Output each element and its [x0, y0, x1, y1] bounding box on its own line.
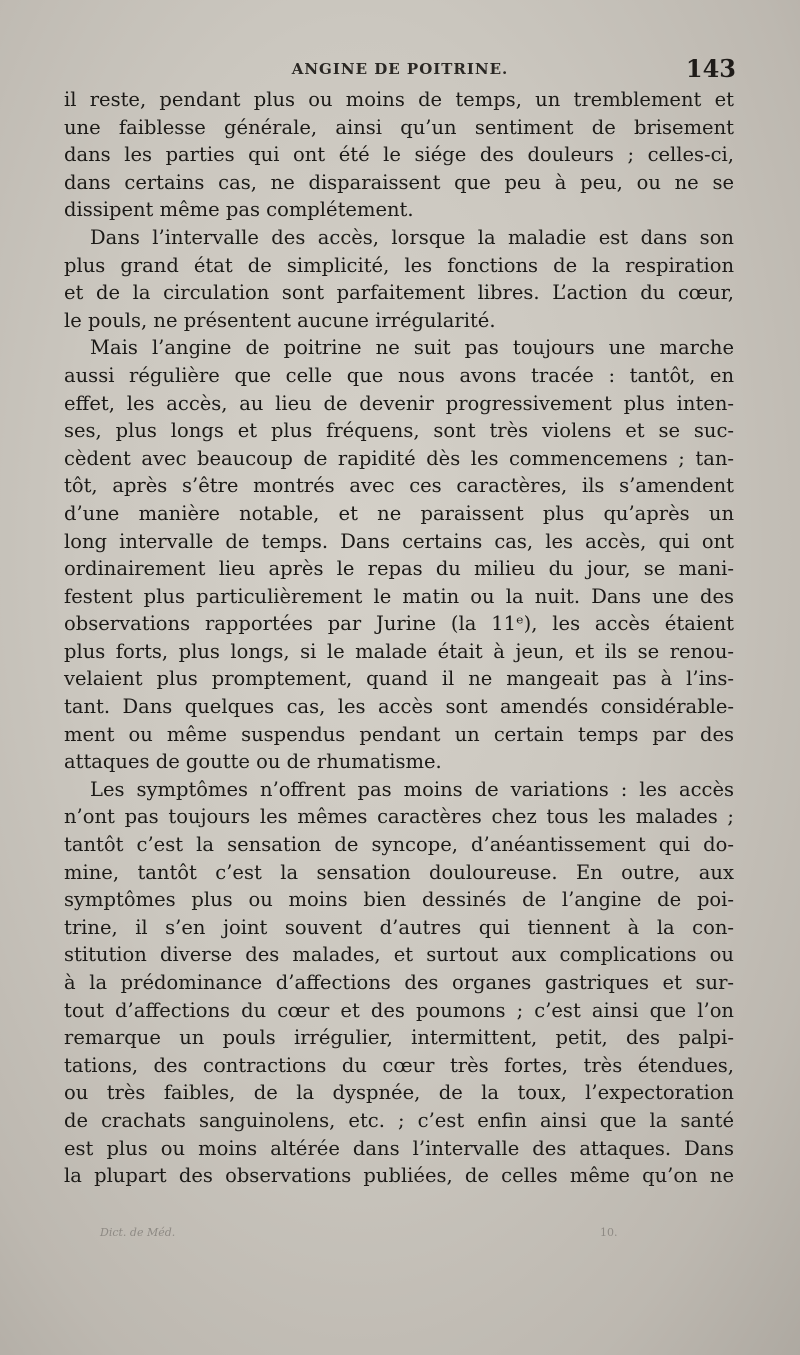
text-line: Les symptômes n’offrent pas moins de variations : les accès: [90, 777, 734, 801]
text-line: tantôt c’est la sensation de syncope, d’anéantissement qui do-: [64, 833, 734, 857]
text-line: et de la circulation sont parfaitement libres. L’action du cœur,: [64, 281, 734, 305]
text-line: il reste, pendant plus ou moins de temps, un tremblement et: [64, 88, 734, 111]
text-line: dans certains cas, ne disparaissent que peu à peu, ou ne se: [64, 170, 734, 194]
text-line: à la prédominance d’affections des organes gastriques et sur-: [64, 971, 734, 994]
page-number: 143: [685, 54, 736, 83]
text-line: tout d’affections du cœur et des poumons ; c’est ainsi que l’on: [64, 998, 734, 1022]
text-line: stitution diverse des malades, et surtout aux complications ou: [64, 943, 734, 967]
text-line: mine, tantôt c’est la sensation douloureuse. En outre, aux: [64, 860, 734, 884]
text-line: est plus ou moins altérée dans l’intervalle des attaques. Dans: [64, 1136, 734, 1160]
text-line: observations rapportées par Jurine (la 11ᵉ), les accès étaient: [64, 612, 734, 636]
text-line: tôt, après s’être montrés avec ces caractères, ils s’amendent: [64, 474, 734, 498]
text-line: dans les parties qui ont été le siége des douleurs ; celles-ci,: [64, 143, 734, 167]
text-line: aussi régulière que celle que nous avons tracée : tantôt, en: [64, 363, 734, 387]
text-line: Mais l’angine de poitrine ne suit pas toujours une marche: [90, 336, 734, 360]
text-line: plus forts, plus longs, si le malade était à jeun, et ils se renou-: [64, 639, 734, 663]
text-line: n’ont pas toujours les mêmes caractères chez tous les malades ;: [64, 805, 734, 829]
text-line: ordinairement lieu après le repas du milieu du jour, se mani-: [64, 557, 734, 581]
sheet-number: 10.: [600, 1226, 618, 1239]
text-line: symptômes plus ou moins bien dessinés de l’angine de poi-: [64, 888, 734, 912]
text-line: dissipent même pas complétement.: [64, 198, 414, 222]
text-line: ou très faibles, de la dyspnée, de la toux, l’expectoration: [64, 1081, 734, 1105]
text-line: le pouls, ne présentent aucune irrégularité.: [64, 308, 496, 332]
text-line: cèdent avec beaucoup de rapidité dès les commencemens ; tan-: [64, 446, 734, 470]
text-line: attaques de goutte ou de rhumatisme.: [64, 750, 442, 774]
text-line: tations, des contractions du cœur très fortes, très étendues,: [64, 1053, 734, 1077]
text-line: plus grand état de simplicité, les fonctions de la respiration: [64, 253, 734, 277]
text-line: effet, les accès, au lieu de devenir progressivement plus inten-: [64, 391, 734, 415]
text-line: ses, plus longs et plus fréquens, sont très violens et se suc-: [64, 419, 734, 443]
text-line: Dans l’intervalle des accès, lorsque la maladie est dans son: [90, 225, 734, 249]
text-line: une faiblesse générale, ainsi qu’un sentiment de brisement: [64, 115, 734, 139]
text-line: de crachats sanguinolens, etc. ; c’est enfin ainsi que la santé: [64, 1108, 734, 1132]
sheet-signature: Dict. de Méd.: [100, 1226, 176, 1239]
text-line: long intervalle de temps. Dans certains cas, les accès, qui ont: [64, 529, 734, 553]
text-line: remarque un pouls irrégulier, intermittent, petit, des palpi-: [64, 1026, 734, 1050]
text-line: trine, il s’en joint souvent d’autres qui tiennent à la con-: [64, 915, 734, 939]
text-line: la plupart des observations publiées, de celles même qu’on ne: [64, 1164, 734, 1188]
text-line: tant. Dans quelques cas, les accès sont amendés considérable-: [64, 695, 734, 719]
running-title: ANGINE DE POITRINE.: [291, 60, 509, 78]
text-line: d’une manière notable, et ne paraissent plus qu’après un: [64, 501, 734, 525]
body-text: [64, 86, 734, 1190]
text-line: ment ou même suspendus pendant un certain temps par des: [64, 722, 734, 746]
text-line: festent plus particulièrement le matin ou la nuit. Dans une des: [64, 584, 734, 608]
text-line: velaient plus promptement, quand il ne mangeait pas à l’ins-: [64, 667, 734, 691]
